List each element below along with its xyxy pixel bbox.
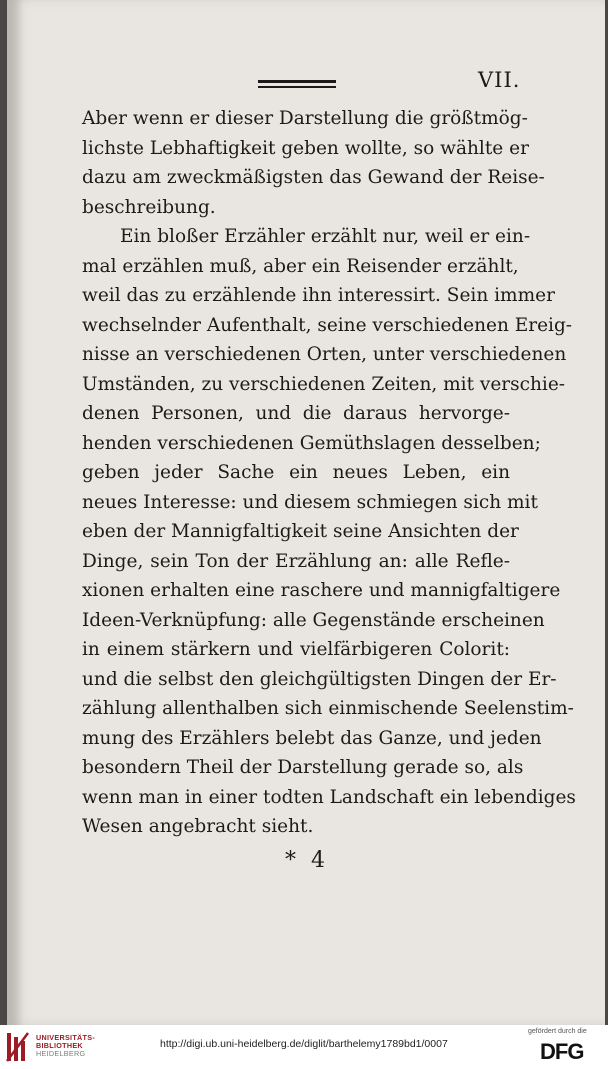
library-name — [36, 1034, 95, 1058]
permalink-url[interactable]: http://digi.ub.uni-heidelberg.de/diglit/barthelemy1789bd1/0007 — [160, 1038, 448, 1050]
text-line: lichste Lebhaftigkeit geben wollte, so wählte er — [82, 137, 529, 159]
library-logo-icon — [6, 1031, 32, 1063]
text-line: eben der Mannigfaltigkeit seine Ansichten der — [82, 521, 519, 542]
text-line: zählung allenthalben sich einmischende Seelenstim- — [82, 698, 574, 719]
text-line: Ideen-Verknüpfung: alle Gegenstände erscheinen — [82, 609, 545, 631]
text-line: henden verschiedenen Gemüthslagen desselben; — [82, 432, 541, 454]
text-line: dazu am zweckmäßigsten das Gewand der Reise- — [82, 167, 545, 188]
text-line: beschreibung. — [82, 196, 216, 218]
text-line: wenn man in einer todten Landschaft ein lebendiges — [82, 786, 576, 808]
text-line: xionen erhalten eine raschere und mannigfaltigere — [82, 580, 561, 601]
text-line: nisse an verschiedenen Orten, unter verschiedenen — [82, 344, 567, 365]
text-line: in einem stärkern und vielfärbigeren Colorit: — [82, 639, 510, 660]
text-line: Wesen angebracht sieht. — [82, 816, 314, 837]
text-line: geben jeder Sache ein neues Leben, ein — [82, 462, 510, 483]
text-line: wechselnder Aufenthalt, seine verschiedenen Ereig- — [82, 314, 573, 336]
text-line: Ein bloßer Erzähler erzählt nur, weil er ein- — [120, 226, 531, 247]
text-line: besondern Theil der Darstellung gerade so, als — [82, 757, 524, 778]
library-name-line: BIBLIOTHEK — [36, 1041, 83, 1050]
page-gutter-shadow — [7, 0, 23, 1025]
signature-mark: * 4 — [285, 848, 329, 873]
library-name-line: UNIVERSITÄTS- — [36, 1033, 96, 1042]
viewer-footer — [0, 1025, 608, 1069]
text-line: mung des Erzählers belebt das Ganze, und jeden — [82, 727, 542, 749]
library-name-line: HEIDELBERG — [36, 1049, 86, 1058]
text-line: neues Interesse: und diesem schmiegen sich mit — [82, 491, 538, 513]
funded-by-label: gefördert durch die — [528, 1028, 587, 1035]
text-line: Dinge, sein Ton der Erzählung an: alle Refle- — [82, 550, 510, 572]
page-number: VII. — [478, 68, 521, 92]
text-line: mal erzählen muß, aber ein Reisender erzählt, — [82, 255, 519, 277]
text-line: weil das zu erzählende ihn interessirt. Sein immer — [82, 285, 555, 306]
text-line: und die selbst den gleichgültigsten Dingen der Er- — [82, 668, 557, 690]
body-text — [82, 104, 576, 842]
header-double-rule — [258, 80, 336, 88]
text-line: Aber wenn er dieser Darstellung die größtmög- — [82, 108, 528, 129]
text-line: denen Personen, und die daraus hervorge- — [82, 403, 510, 424]
text-line: Umständen, zu verschiedenen Zeiten, mit verschie- — [82, 373, 566, 395]
dfg-logo: DFG — [540, 1039, 584, 1064]
